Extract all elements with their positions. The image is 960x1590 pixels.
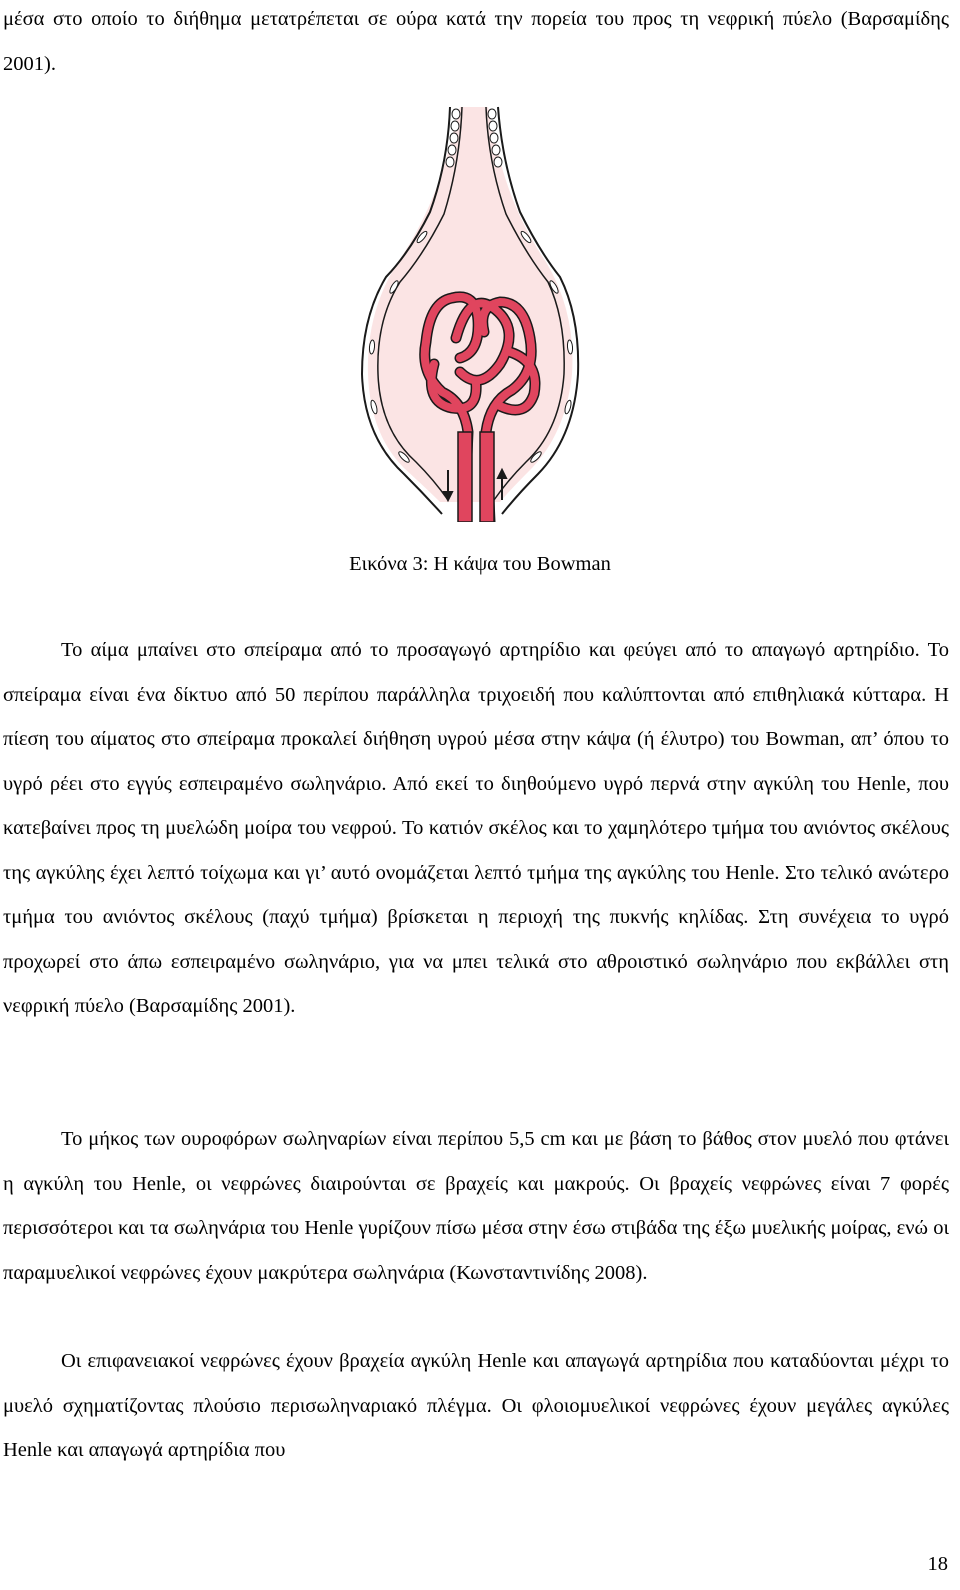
paragraph-2: Το μήκος των ουροφόρων σωληναρίων είναι περίπου 5,5 cm και με βάση το βάθος στον μυελό που φτάνει η αγκύλη του Henle, οι νεφρώνες διαιρούνται σε βραχείς και μακρούς. Οι βραχείς νεφρώνες είναι 7 φορές περισσότεροι και τα σωληνάρια του Henle γυρίζουν πίσω μέσα στην έσω στιβάδα της έξω μυελικής μοίρας, ενώ οι παραμυελικοί νεφρώνες έχουν μακρύτερα σωληνάρια (Κωνσταντινίδης 2008). <box>3 1128 949 1284</box>
figure-caption: Εικόνα 3: Η κάψα του Bowman <box>349 553 611 575</box>
paragraph-1: Το αίμα μπαίνει στο σπείραμα από το προσαγωγό αρτηρίδιο και φεύγει από το απαγωγό αρτηρίδιο. Το σπείραμα είναι ένα δίκτυο από 50 περίπου παράλληλα τριχοειδή που καλύπτονται από επιθηλιακά κύτταρα. Η πίεση του αίματος στο σπείραμα προκαλεί διήθηση υγρού μέσα στην κάψα (ή έλυτρο) του Bowman, απ’ όπου το υγρό ρέει στο εγγύς εσπειραμένο σωληνάριο. Από εκεί το διηθούμενο υγρό περνά στην αγκύλη του Henle, που κατεβαίνει προς τη μυελώδη μοίρα του νεφρού. Το κατιόν σκέλος και το χαμηλότερο τμήμα του ανιόντος σκέλους της αγκύλης έχει λεπτό τοίχωμα και γι’ αυτό ονομάζεται λεπτό τμήμα της αγκύλης του Henle. Στο τελικό ανώτερο τμήμα του ανιόντος σκέλους (παχύ τμήμα) βρίσκεται η περιοχή της πυκνής κηλίδας. Στη συνέχεια το υγρό προχωρεί στο άπω εσπειραμένο σωληνάριο, για να μπει τελικά στο αθροιστικό σωληνάριο που εκβάλλει στη νεφρική πύελο (Βαρσαμίδης 2001). <box>3 639 949 1017</box>
bowman-capsule-figure <box>360 102 580 522</box>
page-number: 18 <box>927 1553 948 1575</box>
afferent-arteriole <box>458 432 472 522</box>
text-fragment-top: μέσα στο οποίο το διήθημα μετατρέπεται σε ούρα κατά την πορεία του προς τη νεφρική πύελο (Βαρσαμίδης 2001). <box>3 8 949 75</box>
efferent-arteriole <box>480 432 494 522</box>
paragraph-3: Οι επιφανειακοί νεφρώνες έχουν βραχεία αγκύλη Henle και απαγωγά αρτηρίδια που καταδύονται μέχρι το μυελό σχηματίζοντας πλούσιο περισωληναριακό πλέγμα. Οι φλοιομυελικοί νεφρώνες έχουν μεγάλες αγκύλες Henle και απαγωγά αρτηρίδια που <box>3 1350 949 1461</box>
